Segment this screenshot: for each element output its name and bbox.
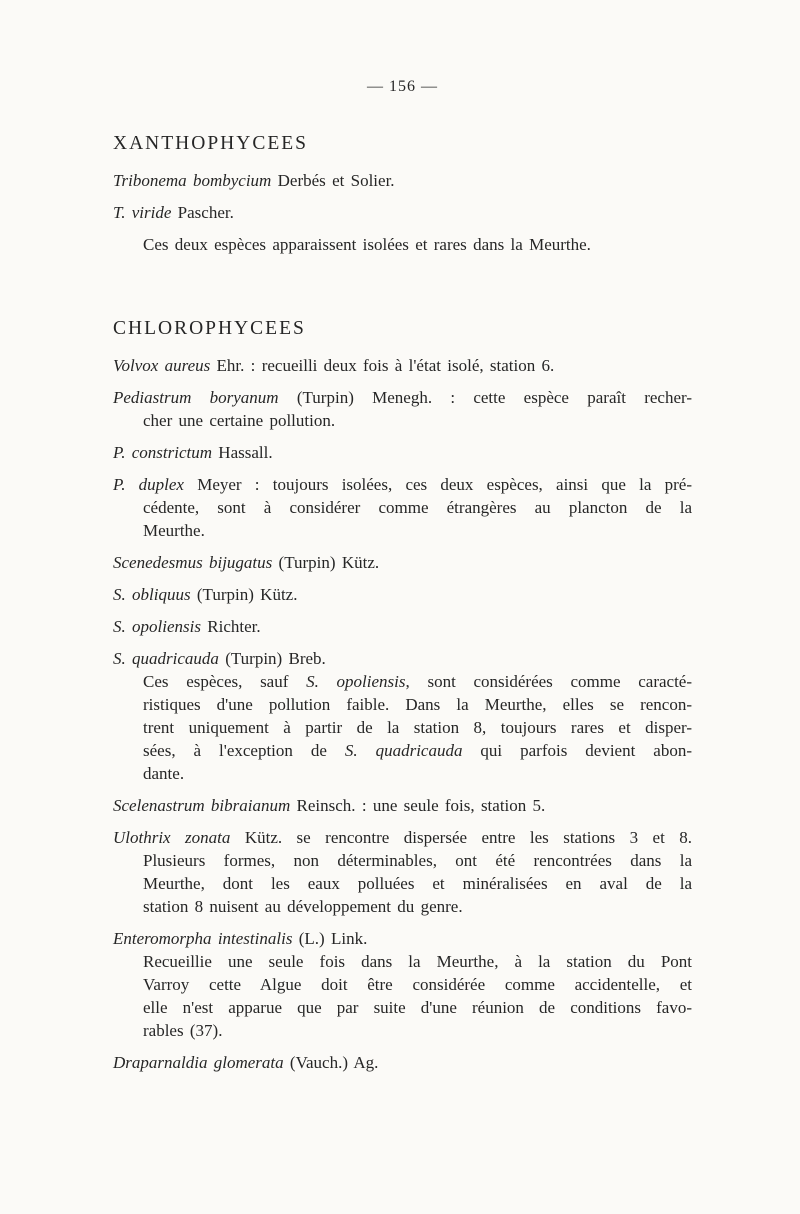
section: [113, 318, 692, 1074]
species-name: Draparnaldia glomerata: [113, 1053, 284, 1072]
text-line: cher une certaine pollution.: [143, 411, 336, 430]
section-heading: CHLOROPHYCEES: [113, 318, 306, 339]
species-entry: [113, 1051, 692, 1074]
page-number: — 156 —: [367, 78, 438, 95]
species-name: S. opoliensis: [113, 617, 201, 636]
text-line: station 8 nuisent au développement du genre.: [143, 897, 463, 916]
text-line: ristiques d'une pollution faible. Dans la Meurthe, elles se rencon-: [143, 695, 692, 714]
text-line: sées, à l'exception de S. quadricauda qui parfois devient abon-: [143, 741, 692, 760]
species-name: S. opoliensis: [306, 672, 406, 691]
text-line: Recueillie une seule fois dans la Meurthe, à la station du Pont: [143, 952, 692, 971]
species-name: Scelenastrum bibraianum: [113, 796, 291, 815]
species-entry: [113, 354, 692, 377]
document-content: [113, 133, 692, 1074]
text-line: S. opoliensis Richter.: [113, 617, 261, 636]
species-entry: [113, 551, 692, 574]
text-line: Meurthe.: [143, 521, 205, 540]
note-paragraph: [113, 670, 692, 785]
text-line: rables (37).: [143, 1021, 223, 1040]
text-line: P. duplex Meyer : toujours isolées, ces deux espèces, ainsi que la pré-: [113, 475, 692, 494]
species-name: Scenedesmus bijugatus: [113, 553, 273, 572]
text-line: Scenedesmus bijugatus (Turpin) Kütz.: [113, 553, 380, 572]
species-entry: [113, 583, 692, 606]
note-paragraph: [113, 950, 692, 1042]
text-line: T. viride Pascher.: [113, 203, 234, 222]
text-line: Volvox aureus Ehr. : recueilli deux fois à l'état isolé, station 6.: [113, 356, 555, 375]
text-line: P. constrictum Hassall.: [113, 443, 273, 462]
text-line: Pediastrum boryanum (Turpin) Menegh. : cette espèce paraît recher-: [113, 388, 692, 407]
species-entry: [113, 927, 692, 950]
text-line: cédente, sont à considérer comme étrangères au plancton de la: [143, 498, 692, 517]
section-heading: XANTHOPHYCEES: [113, 133, 309, 154]
species-name: Enteromorpha intestinalis: [113, 929, 293, 948]
species-name: P. constrictum: [113, 443, 213, 462]
species-name: S. obliquus: [113, 585, 191, 604]
text-line: S. quadricauda (Turpin) Breb.: [113, 649, 326, 668]
text-line: trent uniquement à partir de la station 8, toujours rares et disper-: [143, 718, 692, 737]
species-name: P. duplex: [113, 475, 184, 494]
species-entry: [113, 441, 692, 464]
text-line: Ulothrix zonata Kütz. se rencontre dispersée entre les stations 3 et 8.: [113, 828, 692, 847]
text-line: Plusieurs formes, non déterminables, ont été rencontrées dans la: [143, 851, 692, 870]
species-entry: [113, 386, 692, 432]
species-name: S. quadricauda: [344, 741, 463, 760]
species-name: Tribonema bombycium: [113, 171, 272, 190]
text-line: Enteromorpha intestinalis (L.) Link.: [113, 929, 368, 948]
text-line: Draparnaldia glomerata (Vauch.) Ag.: [113, 1053, 379, 1072]
species-entry: [113, 201, 692, 224]
text-line: dante.: [143, 764, 185, 783]
species-name: T. viride: [113, 203, 172, 222]
species-name: Volvox aureus: [113, 356, 211, 375]
text-line: Tribonema bombycium Derbés et Solier.: [113, 171, 395, 190]
species-entry: [113, 794, 692, 817]
text-line: Scelenastrum bibraianum Reinsch. : une seule fois, station 5.: [113, 796, 546, 815]
species-name: Ulothrix zonata: [113, 828, 231, 847]
text-line: S. obliquus (Turpin) Kütz.: [113, 585, 298, 604]
section: [113, 133, 692, 256]
species-entry: [113, 826, 692, 918]
species-entry: [113, 647, 692, 670]
species-name: Pediastrum boryanum: [113, 388, 279, 407]
text-line: Ces espèces, sauf S. opoliensis, sont considérées comme caracté-: [143, 672, 692, 691]
species-entry: [113, 615, 692, 638]
note-paragraph: [113, 233, 692, 256]
species-entry: [113, 169, 692, 192]
text-line: Ces deux espèces apparaissent isolées et rares dans la Meurthe.: [143, 235, 591, 254]
text-line: elle n'est apparue que par suite d'une réunion de conditions favo-: [143, 998, 692, 1017]
species-name: S. quadricauda: [113, 649, 219, 668]
text-line: Meurthe, dont les eaux polluées et minéralisées en aval de la: [143, 874, 692, 893]
text-line: Varroy cette Algue doit être considérée comme accidentelle, et: [143, 975, 692, 994]
species-entry: [113, 473, 692, 542]
